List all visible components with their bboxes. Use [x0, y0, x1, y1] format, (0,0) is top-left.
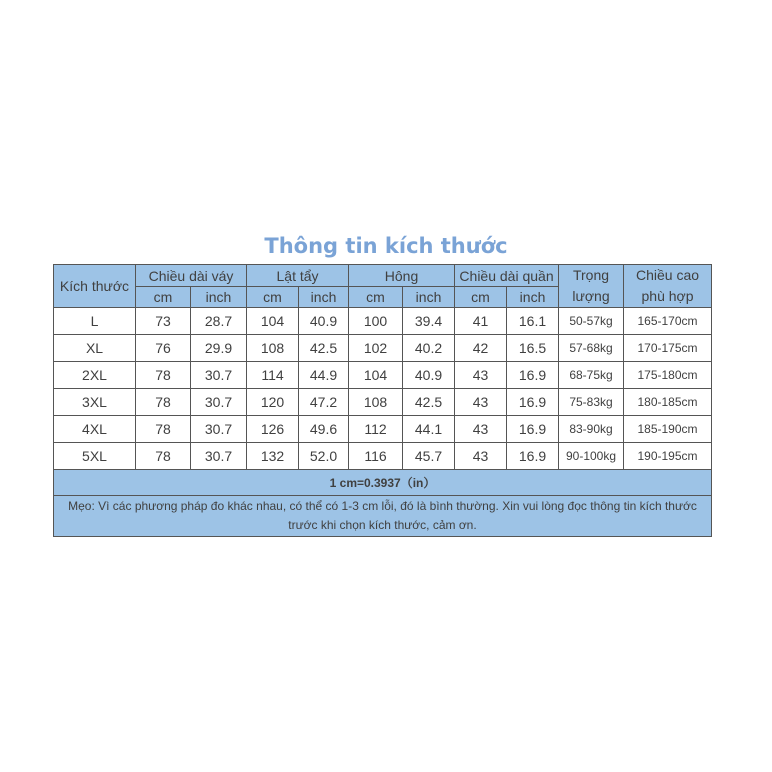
size-cell: 2XL [54, 362, 136, 389]
cell: 78 [136, 362, 191, 389]
cell: 16.9 [507, 362, 559, 389]
height-cell: 170-175cm [624, 335, 712, 362]
cell: 104 [247, 308, 299, 335]
cell: 16.9 [507, 416, 559, 443]
header-hip: Hông [349, 265, 455, 287]
cell: 29.9 [191, 335, 247, 362]
cell: 102 [349, 335, 403, 362]
height-cell: 165-170cm [624, 308, 712, 335]
page-title: Thông tin kích thước [264, 234, 508, 258]
cell: 126 [247, 416, 299, 443]
tip-note: Mẹo: Vì các phương pháp đo khác nhau, có thể có 1-3 cm lỗi, đó là bình thường. Xin vui lòng đọc thông tin kích thước trước khi chọn kích thước, cảm ơn. [54, 496, 712, 537]
cell: 40.9 [403, 362, 455, 389]
height-cell: 190-195cm [624, 443, 712, 470]
table-row [54, 335, 712, 362]
header-dress-length: Chiều dài váy [136, 265, 247, 287]
header-unit-cm: cm [455, 287, 507, 308]
header-row-1 [54, 265, 712, 287]
cell: 43 [455, 443, 507, 470]
height-cell: 185-190cm [624, 416, 712, 443]
cell: 104 [349, 362, 403, 389]
header-unit-inch: inch [403, 287, 455, 308]
table-row [54, 389, 712, 416]
cell: 30.7 [191, 416, 247, 443]
cell: 40.9 [299, 308, 349, 335]
cell: 44.1 [403, 416, 455, 443]
table-row [54, 416, 712, 443]
cell: 39.4 [403, 308, 455, 335]
cell: 16.9 [507, 389, 559, 416]
cell: 49.6 [299, 416, 349, 443]
table-row [54, 362, 712, 389]
cell: 78 [136, 389, 191, 416]
cell: 30.7 [191, 443, 247, 470]
size-cell: 5XL [54, 443, 136, 470]
conversion-row [54, 470, 712, 496]
weight-cell: 68-75kg [559, 362, 624, 389]
cell: 41 [455, 308, 507, 335]
header-unit-cm: cm [247, 287, 299, 308]
cell: 30.7 [191, 362, 247, 389]
cell: 16.1 [507, 308, 559, 335]
header-pants-length: Chiều dài quần [455, 265, 559, 287]
cell: 44.9 [299, 362, 349, 389]
cell: 52.0 [299, 443, 349, 470]
cell: 47.2 [299, 389, 349, 416]
cell: 43 [455, 416, 507, 443]
header-unit-inch: inch [191, 287, 247, 308]
header-unit-cm: cm [349, 287, 403, 308]
header-weight-line2: lượng [572, 288, 610, 304]
size-table [53, 264, 712, 537]
cell: 112 [349, 416, 403, 443]
header-unit-inch: inch [299, 287, 349, 308]
weight-cell: 83-90kg [559, 416, 624, 443]
header-weight [559, 265, 624, 308]
cell: 78 [136, 443, 191, 470]
cell: 16.5 [507, 335, 559, 362]
header-height-line1: Chiều cao [635, 267, 700, 283]
height-cell: 175-180cm [624, 362, 712, 389]
cell: 16.9 [507, 443, 559, 470]
cell: 108 [349, 389, 403, 416]
header-height-line2: phù hợp [641, 288, 694, 304]
header-size: Kích thước [54, 265, 136, 308]
header-unit-cm: cm [136, 287, 191, 308]
header-height [624, 265, 712, 308]
cell: 73 [136, 308, 191, 335]
weight-cell: 57-68kg [559, 335, 624, 362]
conversion-note: 1 cm=0.3937（in） [54, 470, 712, 496]
tip-row [54, 496, 712, 537]
cell: 42.5 [299, 335, 349, 362]
cell: 43 [455, 362, 507, 389]
size-cell: XL [54, 335, 136, 362]
cell: 116 [349, 443, 403, 470]
header-bust: Lật tẩy [247, 265, 349, 287]
cell: 100 [349, 308, 403, 335]
table-row [54, 308, 712, 335]
cell: 45.7 [403, 443, 455, 470]
cell: 78 [136, 416, 191, 443]
cell: 30.7 [191, 389, 247, 416]
weight-cell: 75-83kg [559, 389, 624, 416]
header-unit-inch: inch [507, 287, 559, 308]
table-row [54, 443, 712, 470]
cell: 40.2 [403, 335, 455, 362]
height-cell: 180-185cm [624, 389, 712, 416]
cell: 42 [455, 335, 507, 362]
cell: 120 [247, 389, 299, 416]
cell: 43 [455, 389, 507, 416]
size-cell: 4XL [54, 416, 136, 443]
cell: 28.7 [191, 308, 247, 335]
cell: 42.5 [403, 389, 455, 416]
cell: 114 [247, 362, 299, 389]
cell: 76 [136, 335, 191, 362]
weight-cell: 90-100kg [559, 443, 624, 470]
cell: 108 [247, 335, 299, 362]
cell: 132 [247, 443, 299, 470]
size-cell: L [54, 308, 136, 335]
header-weight-line1: Trọng [572, 267, 610, 283]
weight-cell: 50-57kg [559, 308, 624, 335]
size-cell: 3XL [54, 389, 136, 416]
